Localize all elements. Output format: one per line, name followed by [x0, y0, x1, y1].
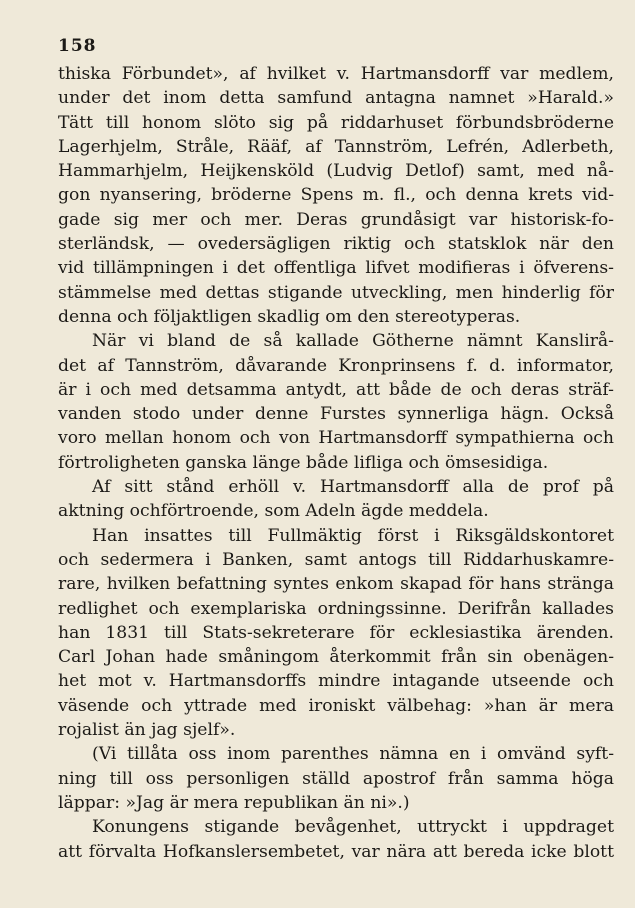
text-line: stämmelse med dettas stigande utveckling, men hinderlig för	[58, 282, 614, 303]
text-line: Tätt till honom slöto sig på riddarhuset förbundsbröderne	[58, 112, 614, 133]
text-line: Han insattes till Fullmäktig först i Riksgäldskontoret	[92, 525, 614, 546]
text-line: rare, hvilken befattning syntes enkom skapad för hans stränga	[58, 574, 614, 595]
text-line: Carl Johan hade småningom återkommit från sin obenägen-	[58, 647, 614, 668]
text-line: är i och med detsamma antydt, att både de och deras sträf-	[58, 379, 614, 400]
text-line: denna och följaktligen skadlig om den stereotyperas.	[58, 306, 521, 327]
text-line: gon nyansering, bröderne Spens m. fl., och denna krets vid-	[58, 185, 614, 206]
text-line: och sedermera i Banken, samt antogs till Riddarhuskamre-	[58, 549, 614, 570]
text-line: redlighet och exemplariska ordningssinne. Derifrån kallades	[58, 598, 614, 619]
text-line: vid tillämpningen i det offentliga lifvet modifieras i öfverens-	[58, 258, 614, 279]
text-line: det af Tannström, dåvarande Kronprinsens f. d. informator,	[58, 355, 614, 376]
text-line: han 1831 till Stats-sekreterare för ecklesiastika ärenden.	[58, 622, 614, 643]
text-line: vanden stodo under denne Furstes synnerliga hägn. Också	[58, 404, 614, 425]
text-line: gade sig mer och mer. Deras grundåsigt var historisk-fo-	[58, 209, 614, 230]
text-line: ning till oss personligen ställd apostrof från samma höga	[58, 768, 614, 789]
text-line: voro mellan honom och von Hartmansdorff sympathierna och	[58, 428, 614, 449]
text-line: Af sitt stånd erhöll v. Hartmansdorff alla de prof på	[92, 477, 614, 498]
text-line: väsende och yttrade med ironiskt välbehag: »han är mera	[58, 695, 614, 716]
text-line: thiska Förbundet», af hvilket v. Hartmansdorff var medlem,	[58, 64, 614, 84]
text-line: sterländsk, — ovedersägligen riktig och statsklok när den	[58, 234, 614, 255]
text-line: att förvalta Hofkanslersembetet, var nära att bereda icke blott	[58, 841, 614, 862]
text-line: läppar: »Jag är mera republikan än ni».)	[58, 792, 410, 813]
text-line: aktning ochförtroende, som Adeln ägde meddela.	[58, 501, 489, 522]
text-line: under det inom detta samfund antagna namnet »Harald.»	[58, 88, 614, 109]
page-number: 158	[58, 36, 97, 56]
text-line: rojalist än jag sjelf».	[58, 720, 236, 741]
body-text	[58, 62, 614, 864]
text-line: Lagerhjelm, Stråle, Rääf, af Tannström, Lefrén, Adlerbeth,	[58, 136, 614, 157]
text-line: Hammarhjelm, Heijkensköld (Ludvig Detlof) samt, med nå-	[58, 161, 614, 182]
text-line: När vi bland de så kallade Götherne nämnt Kanslirå-	[92, 331, 614, 352]
text-line: het mot v. Hartmansdorffs mindre intagande utseende och	[58, 671, 614, 692]
text-line: (Vi tillåta oss inom parenthes nämna en i omvänd syft-	[92, 744, 614, 765]
text-line: förtroligheten ganska länge både lifliga och ömsesidiga.	[58, 452, 549, 473]
text-line: Konungens stigande bevågenhet, uttryckt i uppdraget	[92, 817, 614, 838]
